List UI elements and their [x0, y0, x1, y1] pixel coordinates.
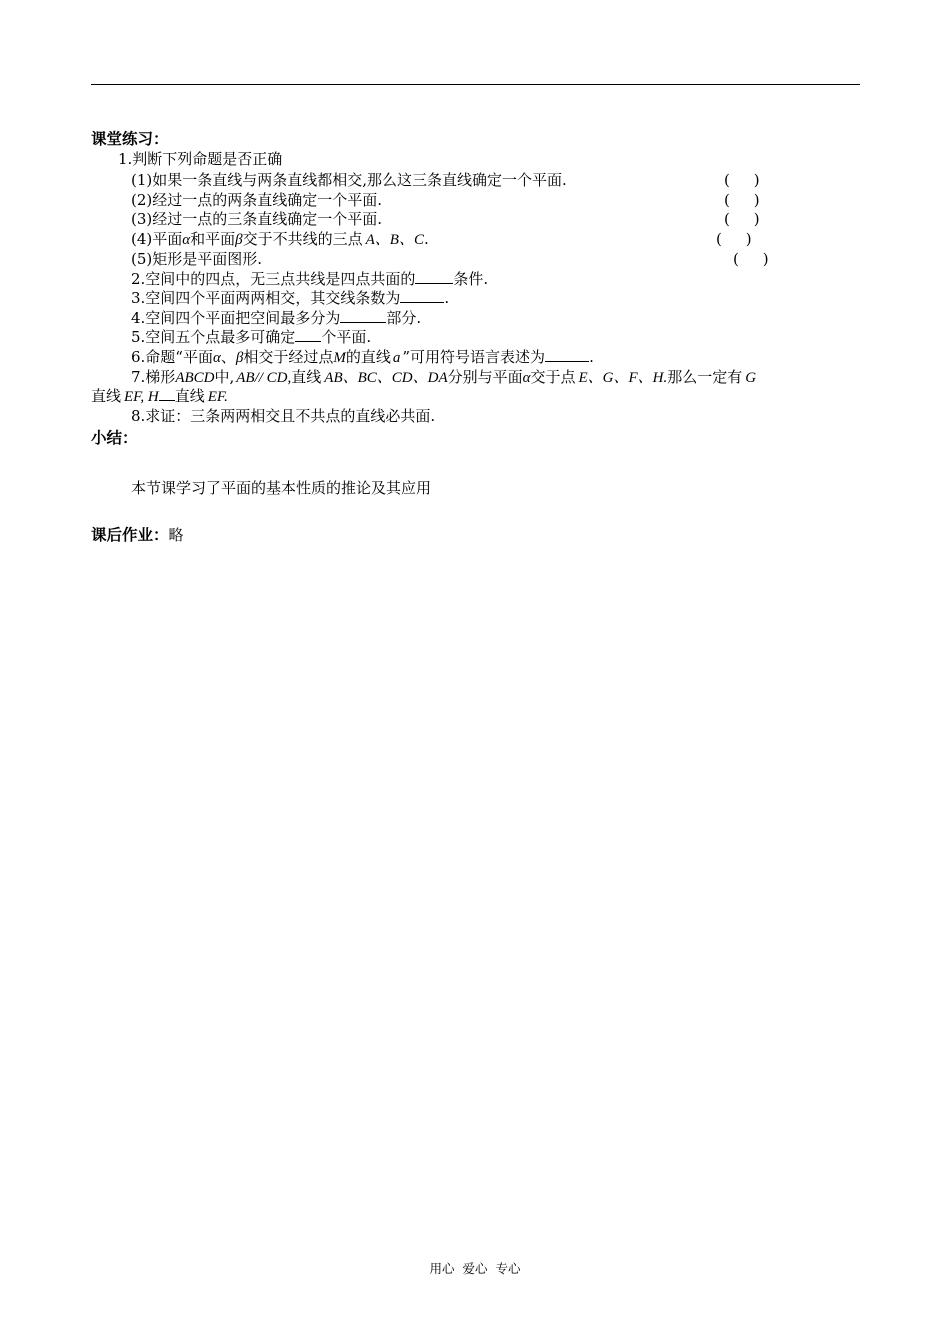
question-3-before: 3.空间四个平面两两相交，其交线条数为: [131, 289, 401, 307]
answer-paren-3: ( ): [724, 210, 760, 228]
question-1-stem: 1.判断下列命题是否正确: [118, 150, 283, 168]
question-7-line-1: [131, 367, 756, 388]
question-3-after: .: [444, 289, 450, 307]
q7-p6: 那么一定有: [667, 368, 743, 386]
line-a: a: [392, 350, 401, 366]
header-rule: [91, 84, 860, 85]
beta-symbol: β: [235, 232, 243, 248]
question-1-item-5: (5)矩形是平面图形.: [131, 250, 263, 268]
beta-symbol: β: [235, 350, 244, 366]
q7-points: E、G、F、H.: [578, 370, 668, 386]
q7-p2: 中,: [214, 368, 235, 386]
answer-blank-7[interactable]: [159, 386, 175, 401]
answer-blank-3[interactable]: [400, 288, 444, 303]
question-2-after: 条件.: [453, 270, 489, 288]
q7-ab-cd: AB// CD,: [236, 370, 292, 386]
question-1-item-1: (1)如果一条直线与两条直线都相交,那么这三条直线确定一个平面.: [131, 171, 567, 189]
question-1-item-3: (3)经过一点的三条直线确定一个平面.: [131, 210, 383, 228]
question-5: [131, 327, 371, 347]
question-6-part4: 的直线: [345, 348, 391, 366]
question-2-before: 2.空间中的四点，无三点共线是四点共面的: [131, 270, 416, 288]
q7-p4: 分别与平面: [447, 368, 523, 386]
item-4-points: A、B、C: [365, 232, 424, 248]
question-5-after: 个平面.: [321, 328, 372, 346]
q7-p3: 直线: [291, 368, 322, 386]
item-4-text-d: .: [423, 230, 429, 248]
question-6-part5: ”可用符号语言表述为: [402, 348, 546, 366]
homework-line: [91, 525, 184, 545]
item-4-text-a: (4)平面: [131, 230, 183, 248]
question-6-part3: 相交于经过点: [243, 348, 334, 366]
question-4-before: 4.空间四个平面把空间最多分为: [131, 309, 341, 327]
answer-blank-5[interactable]: [295, 327, 321, 342]
question-3: [131, 288, 449, 308]
q7-abcd: ABCD: [175, 370, 215, 386]
question-6-end: .: [589, 348, 594, 366]
homework-body: 略: [168, 526, 184, 544]
q7-p1: 7.梯形: [131, 368, 176, 386]
q7-lines: AB、BC、CD、DA: [324, 370, 448, 386]
q7-ef2: EF.: [207, 389, 228, 405]
question-7-line-2: [91, 386, 228, 407]
page-footer: 用心 爱心 专心: [429, 1261, 521, 1276]
q7-p5: 交于点: [530, 368, 576, 386]
q7-l2-p1: 直线: [91, 387, 122, 405]
answer-blank-2[interactable]: [415, 269, 453, 284]
question-4-after: 部分.: [386, 309, 422, 327]
summary-body: 本节课学习了平面的基本性质的推论及其应用: [131, 479, 432, 497]
answer-paren-4: ( ): [716, 230, 752, 248]
item-4-text-b: 和平面: [190, 230, 236, 248]
answer-blank-6[interactable]: [545, 347, 589, 362]
question-1-item-2: (2)经过一点的两条直线确定一个平面.: [131, 191, 383, 209]
alpha-symbol: α: [212, 350, 221, 366]
item-4-text-c: 交于不共线的三点: [242, 230, 363, 248]
question-1-item-4: [131, 229, 429, 250]
question-6-part1: 6.命题“平面: [131, 348, 213, 366]
practice-heading: 课堂练习：: [91, 130, 169, 148]
answer-paren-5: ( ): [733, 250, 769, 268]
alpha-symbol: α: [522, 370, 531, 386]
question-8: 8.求证：三条两两相交且不共点的直线必共面.: [131, 407, 436, 425]
answer-paren-2: ( ): [724, 191, 760, 209]
q7-l2-p2: 直线: [174, 387, 205, 405]
q7-g: G: [745, 370, 757, 386]
question-6-part2: 、: [220, 348, 236, 366]
point-m: M: [333, 350, 346, 366]
answer-paren-1: ( ): [724, 171, 760, 189]
answer-blank-4[interactable]: [340, 308, 386, 323]
question-4: [131, 308, 421, 328]
q7-ef1: EF, H: [124, 389, 159, 405]
question-5-before: 5.空间五个点最多可确定: [131, 328, 296, 346]
summary-heading: 小结：: [91, 429, 138, 447]
alpha-symbol: α: [182, 232, 191, 248]
question-2: [131, 269, 488, 289]
homework-heading: 课后作业：: [91, 526, 169, 544]
question-6: [131, 347, 594, 368]
